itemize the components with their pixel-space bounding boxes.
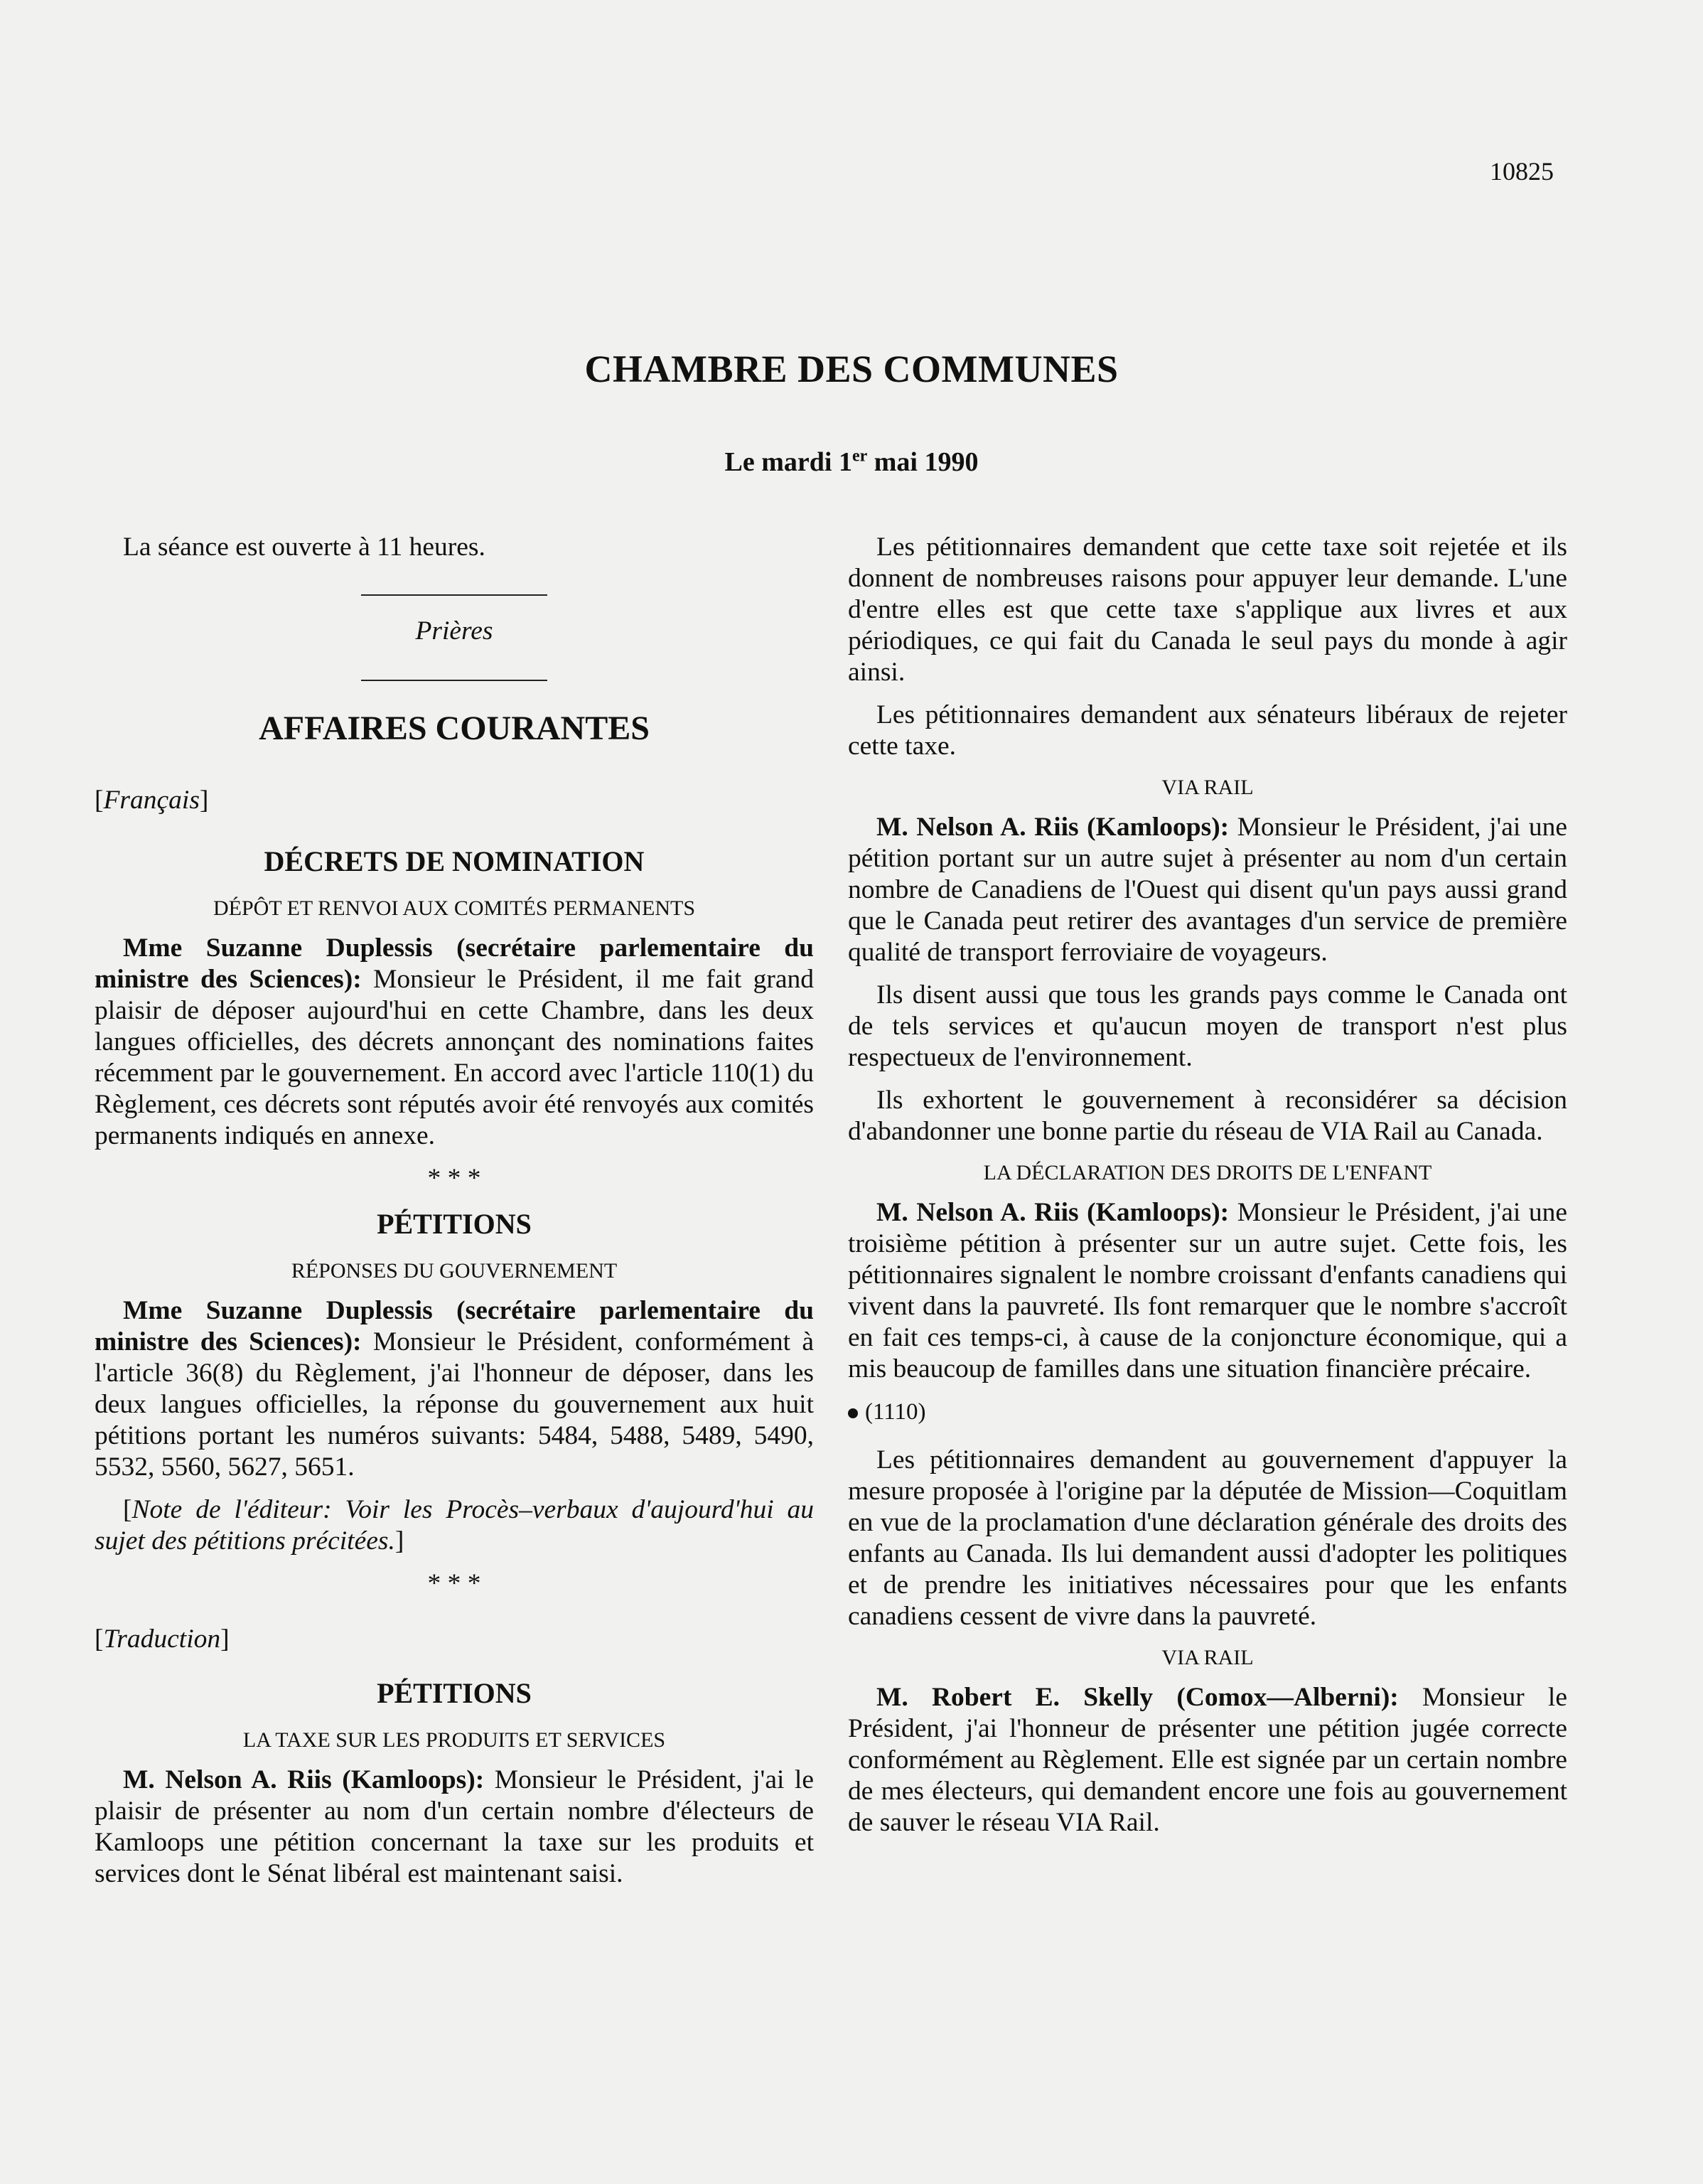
section-separator: * * * <box>427 1569 481 1598</box>
bullet-icon <box>848 1408 858 1418</box>
paragraph-via-rail-skelly <box>848 1682 1567 1838</box>
prayers-heading: Prières <box>415 616 493 646</box>
opening-line: La séance est ouverte à 11 heures. <box>123 532 485 562</box>
divider-rule <box>361 680 547 681</box>
sitting-date <box>0 446 1703 478</box>
speech-text: Monsieur le Président, j'ai le plaisir de présenter au nom d'un certain nombre d'électeurs de Kamloops une pétition concernant la taxe sur les produits et services dont le Sénat libéral est maintenant saisi. <box>95 1765 814 1888</box>
date-suffix: mai 1990 <box>867 447 979 477</box>
time-marker <box>848 1396 1567 1428</box>
paragraph-tps-request: Les pétitionnaires demandent aux sénateurs libéraux de rejeter cette taxe. <box>848 700 1567 761</box>
speech-text: Monsieur le Président, j'ai l'honneur de présenter une pétition jugée correcte conformément au Règlement. Elle est signée par un certain nombre de mes électeurs, qui demandent encore une fois au gouvernement de sauver le réseau VIA Rail. <box>848 1683 1567 1837</box>
speech-text: Monsieur le Président, j'ai une troisième pétition à présenter sur un autre sujet. Cette fois, les pétitionnaires signalent le nombre croissant d'enfants canadiens qui vivent dans la pauvreté. Ils font remarquer que le nombre s'accroît en fait ces temps-ci, à cause de la conjoncture économique, qui a mis beaucoup de familles dans une situation financière précaire. <box>848 1198 1568 1383</box>
page-number: 10825 <box>1490 157 1554 186</box>
section-title-petitions: PÉTITIONS <box>377 1208 532 1240</box>
language-tag-text: Traduction <box>103 1624 221 1654</box>
time-marker-text: (1110) <box>865 1399 926 1425</box>
section-separator: * * * <box>427 1164 481 1193</box>
note-text: Note de l'éditeur: Voir les Procès–verbaux d'aujourd'hui au sujet des pétitions précitées. <box>95 1495 814 1556</box>
paragraph-droits-enfant <box>848 1197 1567 1385</box>
speaker-name: M. Nelson A. Riis (Kamloops): <box>123 1765 485 1794</box>
speaker-name: Mme Suzanne Duplessis (secrétaire parlementaire du ministre des Sciences): <box>95 1296 814 1356</box>
paragraph-via-rail-2: Ils disent aussi que tous les grands pays comme le Canada ont de tels services et qu'aucun moyen de transport n'est plus respectueux de l'environnement. <box>848 980 1567 1072</box>
speaker-name: Mme Suzanne Duplessis (secrétaire parlementaire du ministre des Sciences): <box>95 933 814 994</box>
subsection-depot: DÉPÔT ET RENVOI AUX COMITÉS PERMANENTS <box>213 896 696 920</box>
language-tag-text: Français <box>103 786 200 815</box>
date-superscript: er <box>852 446 868 466</box>
subsection-tps: LA TAXE SUR LES PRODUITS ET SERVICES <box>242 1728 666 1752</box>
speaker-name: M. Robert E. Skelly (Comox—Alberni): <box>876 1683 1399 1712</box>
speech-text: Monsieur le Président, conformément à l'article 36(8) du Règlement, j'ai l'honneur de déposer, dans les deux langues officielles, la réponse du gouvernement aux huit pétitions portant les numéros suivants: 5484, 5488, 5489, 5490, 5532, 5560, 5627, 5651. <box>95 1327 814 1482</box>
subsection-reponses: RÉPONSES DU GOUVERNEMENT <box>291 1259 618 1283</box>
left-column <box>95 532 814 1901</box>
note-bracket-close: ] <box>394 1526 404 1556</box>
editor-note <box>95 1494 814 1557</box>
page-title: CHAMBRE DES COMMUNES <box>584 348 1119 390</box>
section-title-decrets: DÉCRETS DE NOMINATION <box>264 845 645 877</box>
paragraph-reponses <box>95 1295 814 1483</box>
paragraph-decrets <box>95 933 814 1152</box>
paragraph-via-rail-3: Ils exhortent le gouvernement à reconsidérer sa décision d'abandonner une bonne partie du réseau de VIA Rail au Canada. <box>848 1086 1567 1146</box>
paragraph-via-rail <box>848 812 1567 968</box>
language-tag: [Traduction] <box>95 1624 230 1654</box>
speaker-name: M. Nelson A. Riis (Kamloops): <box>876 813 1230 842</box>
section-title-petitions: PÉTITIONS <box>377 1677 532 1709</box>
subsection-via-rail: VIA RAIL <box>1161 1646 1254 1669</box>
speech-text: Monsieur le Président, j'ai une pétition portant sur un autre sujet à présenter au nom d'un certain nombre de Canadiens de l'Ouest qui disent qu'un pays aussi grand que le Canada peut retirer des avantages d'un service de première qualité de transport ferroviaire de voyageurs. <box>848 813 1568 967</box>
paragraph-droits-enfant-2: Les pétitionnaires demandent au gouvernement d'appuyer la mesure proposée à l'origine par la députée de Mission—Coquitlam en vue de la proclamation d'une déclaration générale des droits des enfants au Canada. Ils lui demandent aussi d'adopter les politiques et de prendre les initiatives nécessaires pour que les enfants canadiens cessent de vivre dans la pauvreté. <box>848 1445 1567 1631</box>
paragraph-tps <box>95 1765 814 1890</box>
note-bracket-open: [ <box>123 1495 132 1524</box>
right-column <box>848 532 1567 1850</box>
paragraph-tps-reasons: Les pétitionnaires demandent que cette taxe soit rejetée et ils donnent de nombreuses raisons pour appuyer leur demande. L'une d'entre elles est que cette taxe s'applique aux livres et aux périodiques, ce qui fait du Canada le seul pays du monde à agir ainsi. <box>848 532 1567 687</box>
divider-rule <box>361 594 547 596</box>
subsection-via-rail: VIA RAIL <box>1161 776 1254 799</box>
section-heading-affaires: AFFAIRES COURANTES <box>259 710 650 747</box>
speaker-name: M. Nelson A. Riis (Kamloops): <box>876 1198 1230 1227</box>
subsection-droits-enfant: LA DÉCLARATION DES DROITS DE L'ENFANT <box>983 1161 1432 1184</box>
date-prefix: Le mardi 1 <box>724 447 852 477</box>
language-tag: [Français] <box>95 786 209 815</box>
speech-text: Monsieur le Président, il me fait grand plaisir de déposer aujourd'hui en cette Chambre, dans les deux langues officielles, des décrets annonçant des nominations faites récemment par le gouvernement. En accord avec l'article 110(1) du Règlement, ces décrets sont réputés avoir été renvoyés aux comités permanents indiqués en annexe. <box>95 965 814 1150</box>
